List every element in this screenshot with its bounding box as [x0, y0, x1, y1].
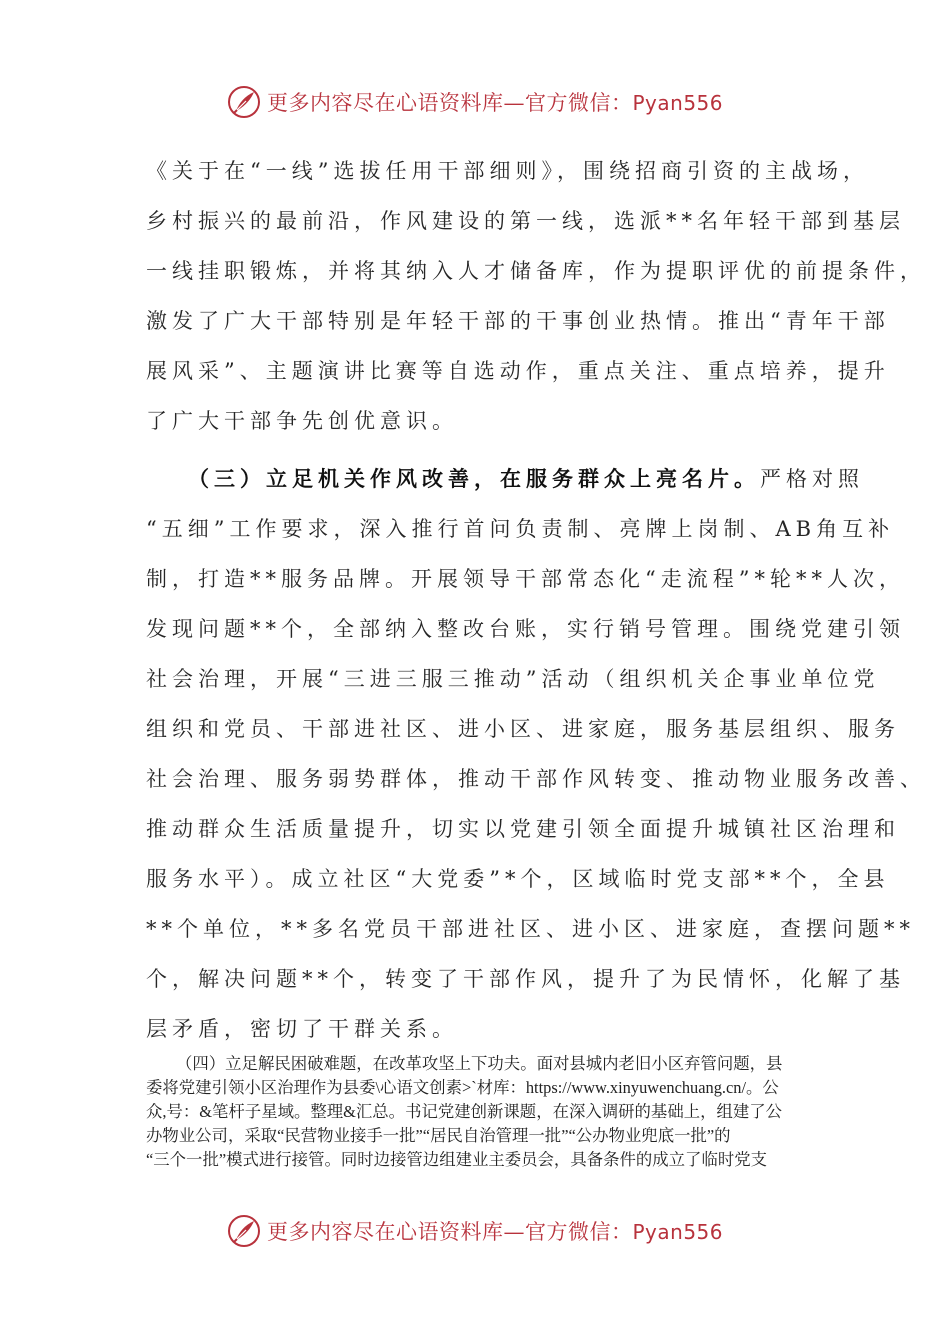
text-line: 众,号：&笔杆子星域。整理&汇总。书记党建创新课题，在深入调研的基础上，组建了公 [146, 1102, 783, 1121]
text-line: 制，打造**服务品牌。开展领导干部常态化“走流程”*轮**人次， [146, 567, 905, 591]
banner-wechat-id: Pyan556 [632, 1220, 723, 1244]
text-line: 发现问题**个，全部纳入整改台账，实行销号管理。围绕党建引领 [146, 617, 905, 641]
text-line: 了广大干部争先创优意识。 [146, 409, 458, 433]
paragraph-heading-line [146, 454, 864, 504]
text-line: “五细”工作要求，深入推行首问负责制、亮牌上岗制、AB角互补 [146, 517, 895, 541]
section-heading: （三）立足机关作风改善，在服务群众上亮名片。 [188, 466, 760, 491]
text-line: 社会治理，开展“三进三服三推动”活动（组织机关企事业单位党 [146, 667, 880, 691]
text-line: 服务水平）。成立社区“大党委”*个，区域临时党支部**个，全县 [146, 867, 890, 891]
header-banner [0, 80, 950, 124]
paragraph-1 [146, 146, 926, 446]
banner-text-cn: 更多内容尽在心语资料库—官方微信： [266, 91, 633, 115]
banner-wechat-id: Pyan556 [632, 91, 723, 115]
paragraph-3 [146, 1052, 826, 1172]
document-body [146, 146, 926, 1054]
feather-pen-icon [227, 1214, 261, 1248]
paragraph-2 [146, 454, 926, 1054]
banner-text [267, 1216, 723, 1246]
footer-banner [0, 1209, 950, 1253]
text-line: 个，解决问题**个，转变了干部作风，提升了为民情怀，化解了基 [146, 967, 905, 991]
text-line: 激发了广大干部特别是年轻干部的干事创业热情。推出“青年干部 [146, 309, 890, 333]
text-line: 层矛盾，密切了干群关系。 [146, 1017, 458, 1041]
text-line: 组织和党员、干部进社区、进小区、进家庭，服务基层组织、服务 [146, 717, 900, 741]
text-line: 社会治理、服务弱势群体，推动干部作风转变、推动物业服务改善、 [146, 767, 926, 791]
text-line: “三个一批”模式进行接管。同时边接管边组建业主委员会，具备条件的成立了临时党支 [146, 1150, 768, 1169]
text-run: 严格对照 [760, 467, 864, 491]
feather-pen-icon [227, 85, 261, 119]
text-line: 办物业公司，采取“民营物业接手一批”“居民自治管理一批”“公办物业兜底一批”的 [146, 1126, 731, 1145]
text-line: 推动群众生活质量提升，切实以党建引领全面提升城镇社区治理和 [146, 817, 900, 841]
text-line: **个单位，**多名党员干部进社区、进小区、进家庭，查摆问题** [146, 917, 915, 941]
text-line: 委将党建引领小区治理作为县委\心语文创素>`材库：https://www.xinyuwenchuang.cn/。公 [146, 1078, 779, 1097]
text-line: （四）立足解民困破难题，在改革攻坚上下功夫。面对县城内老旧小区弃管问题，县 [176, 1054, 783, 1073]
banner-text-cn: 更多内容尽在心语资料库—官方微信： [266, 1220, 633, 1244]
text-line: 一线挂职锻炼，并将其纳入人才储备库，作为提职评优的前提条件， [146, 259, 926, 283]
banner-text [267, 87, 723, 117]
text-line: 《关于在“一线”选拔任用干部细则》，围绕招商引资的主战场， [146, 159, 869, 183]
text-line: 乡村振兴的最前沿，作风建设的第一线，选派**名年轻干部到基层 [146, 209, 905, 233]
text-line: 展风采”、主题演讲比赛等自选动作，重点关注、重点培养，提升 [146, 359, 890, 383]
